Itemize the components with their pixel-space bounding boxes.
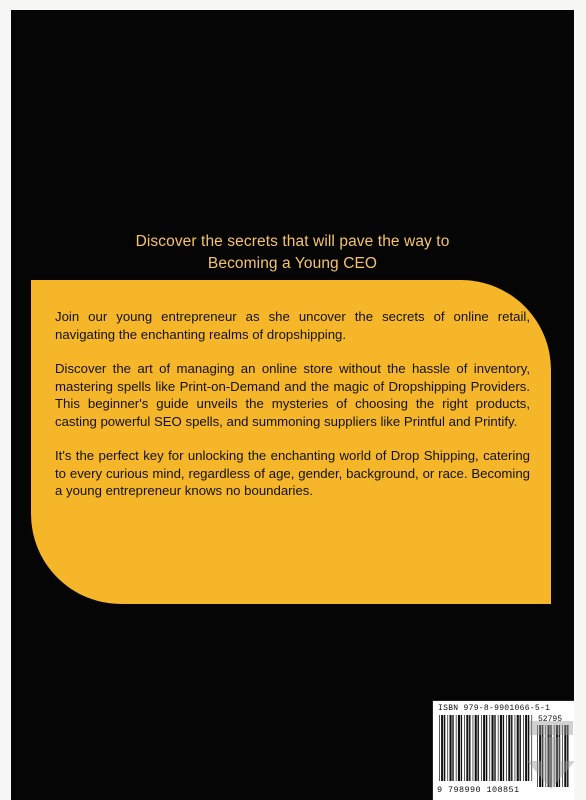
barcode-digits: 9 798990 108851 — [437, 785, 520, 795]
barcode-bar — [492, 715, 494, 781]
barcode-bar — [483, 715, 485, 781]
barcode-bar — [473, 715, 474, 781]
barcode-bar — [489, 715, 490, 781]
barcode-bar — [498, 715, 499, 781]
description-paragraph-3: It's the perfect key for unlocking the enchanting world of Drop Shipping, catering to every curious mind, regardless of age, gender, background, or race. Becoming a young entrepreneur knows no boundaries. — [55, 448, 530, 498]
description-paragraph-2: Discover the art of managing an online store without the hassle of inventory, mastering spells like Print-on-Demand and the magic of Dropshipping Providers. This beginner's guide unveils the mysteries of choosing the right products, casting powerful SEO spells, and summoning suppliers like Printful and Printify. — [55, 361, 530, 429]
barcode-bar — [439, 715, 440, 781]
description-panel — [31, 280, 551, 604]
barcode-bar — [503, 715, 504, 781]
tagline — [11, 231, 574, 275]
barcode-bar — [494, 715, 495, 781]
barcode-bar — [517, 715, 519, 781]
description-text — [55, 308, 530, 517]
barcode-bar — [508, 715, 510, 781]
barcode-bar — [464, 715, 465, 781]
barcode-bar — [475, 715, 477, 781]
back-cover — [11, 10, 574, 800]
barcode-bar — [452, 715, 453, 781]
barcode-bar — [478, 715, 479, 781]
barcode-bar — [500, 715, 502, 781]
barcode-bar — [447, 715, 448, 781]
barcode-bar — [466, 715, 468, 781]
barcode-bar — [450, 715, 452, 781]
tagline-line-2: Becoming a Young CEO — [207, 255, 378, 272]
barcode-bar — [456, 715, 457, 781]
barcode-bar — [458, 715, 460, 781]
barcode-bar — [511, 715, 512, 781]
barcode-bar — [506, 715, 507, 781]
barcode-bar — [441, 715, 443, 781]
isbn-label: ISBN 979-8-9901066-5-1 — [438, 704, 551, 713]
barcode-bars — [439, 715, 534, 781]
barcode-bar — [481, 715, 482, 781]
price-code: 52795 — [538, 715, 563, 724]
barcode-bar — [461, 715, 462, 781]
barcode-bar — [486, 715, 487, 781]
barcode-bar — [515, 715, 516, 781]
download-arrow-icon — [521, 715, 574, 795]
description-paragraph-1: Join our young entrepreneur as she uncover the secrets of online retail, navigating the enchanting realms of dropshipping. — [55, 309, 530, 342]
barcode-bar — [469, 715, 470, 781]
barcode-bar — [444, 715, 445, 781]
tagline-line-1: Discover the secrets that will pave the way to — [135, 233, 450, 250]
